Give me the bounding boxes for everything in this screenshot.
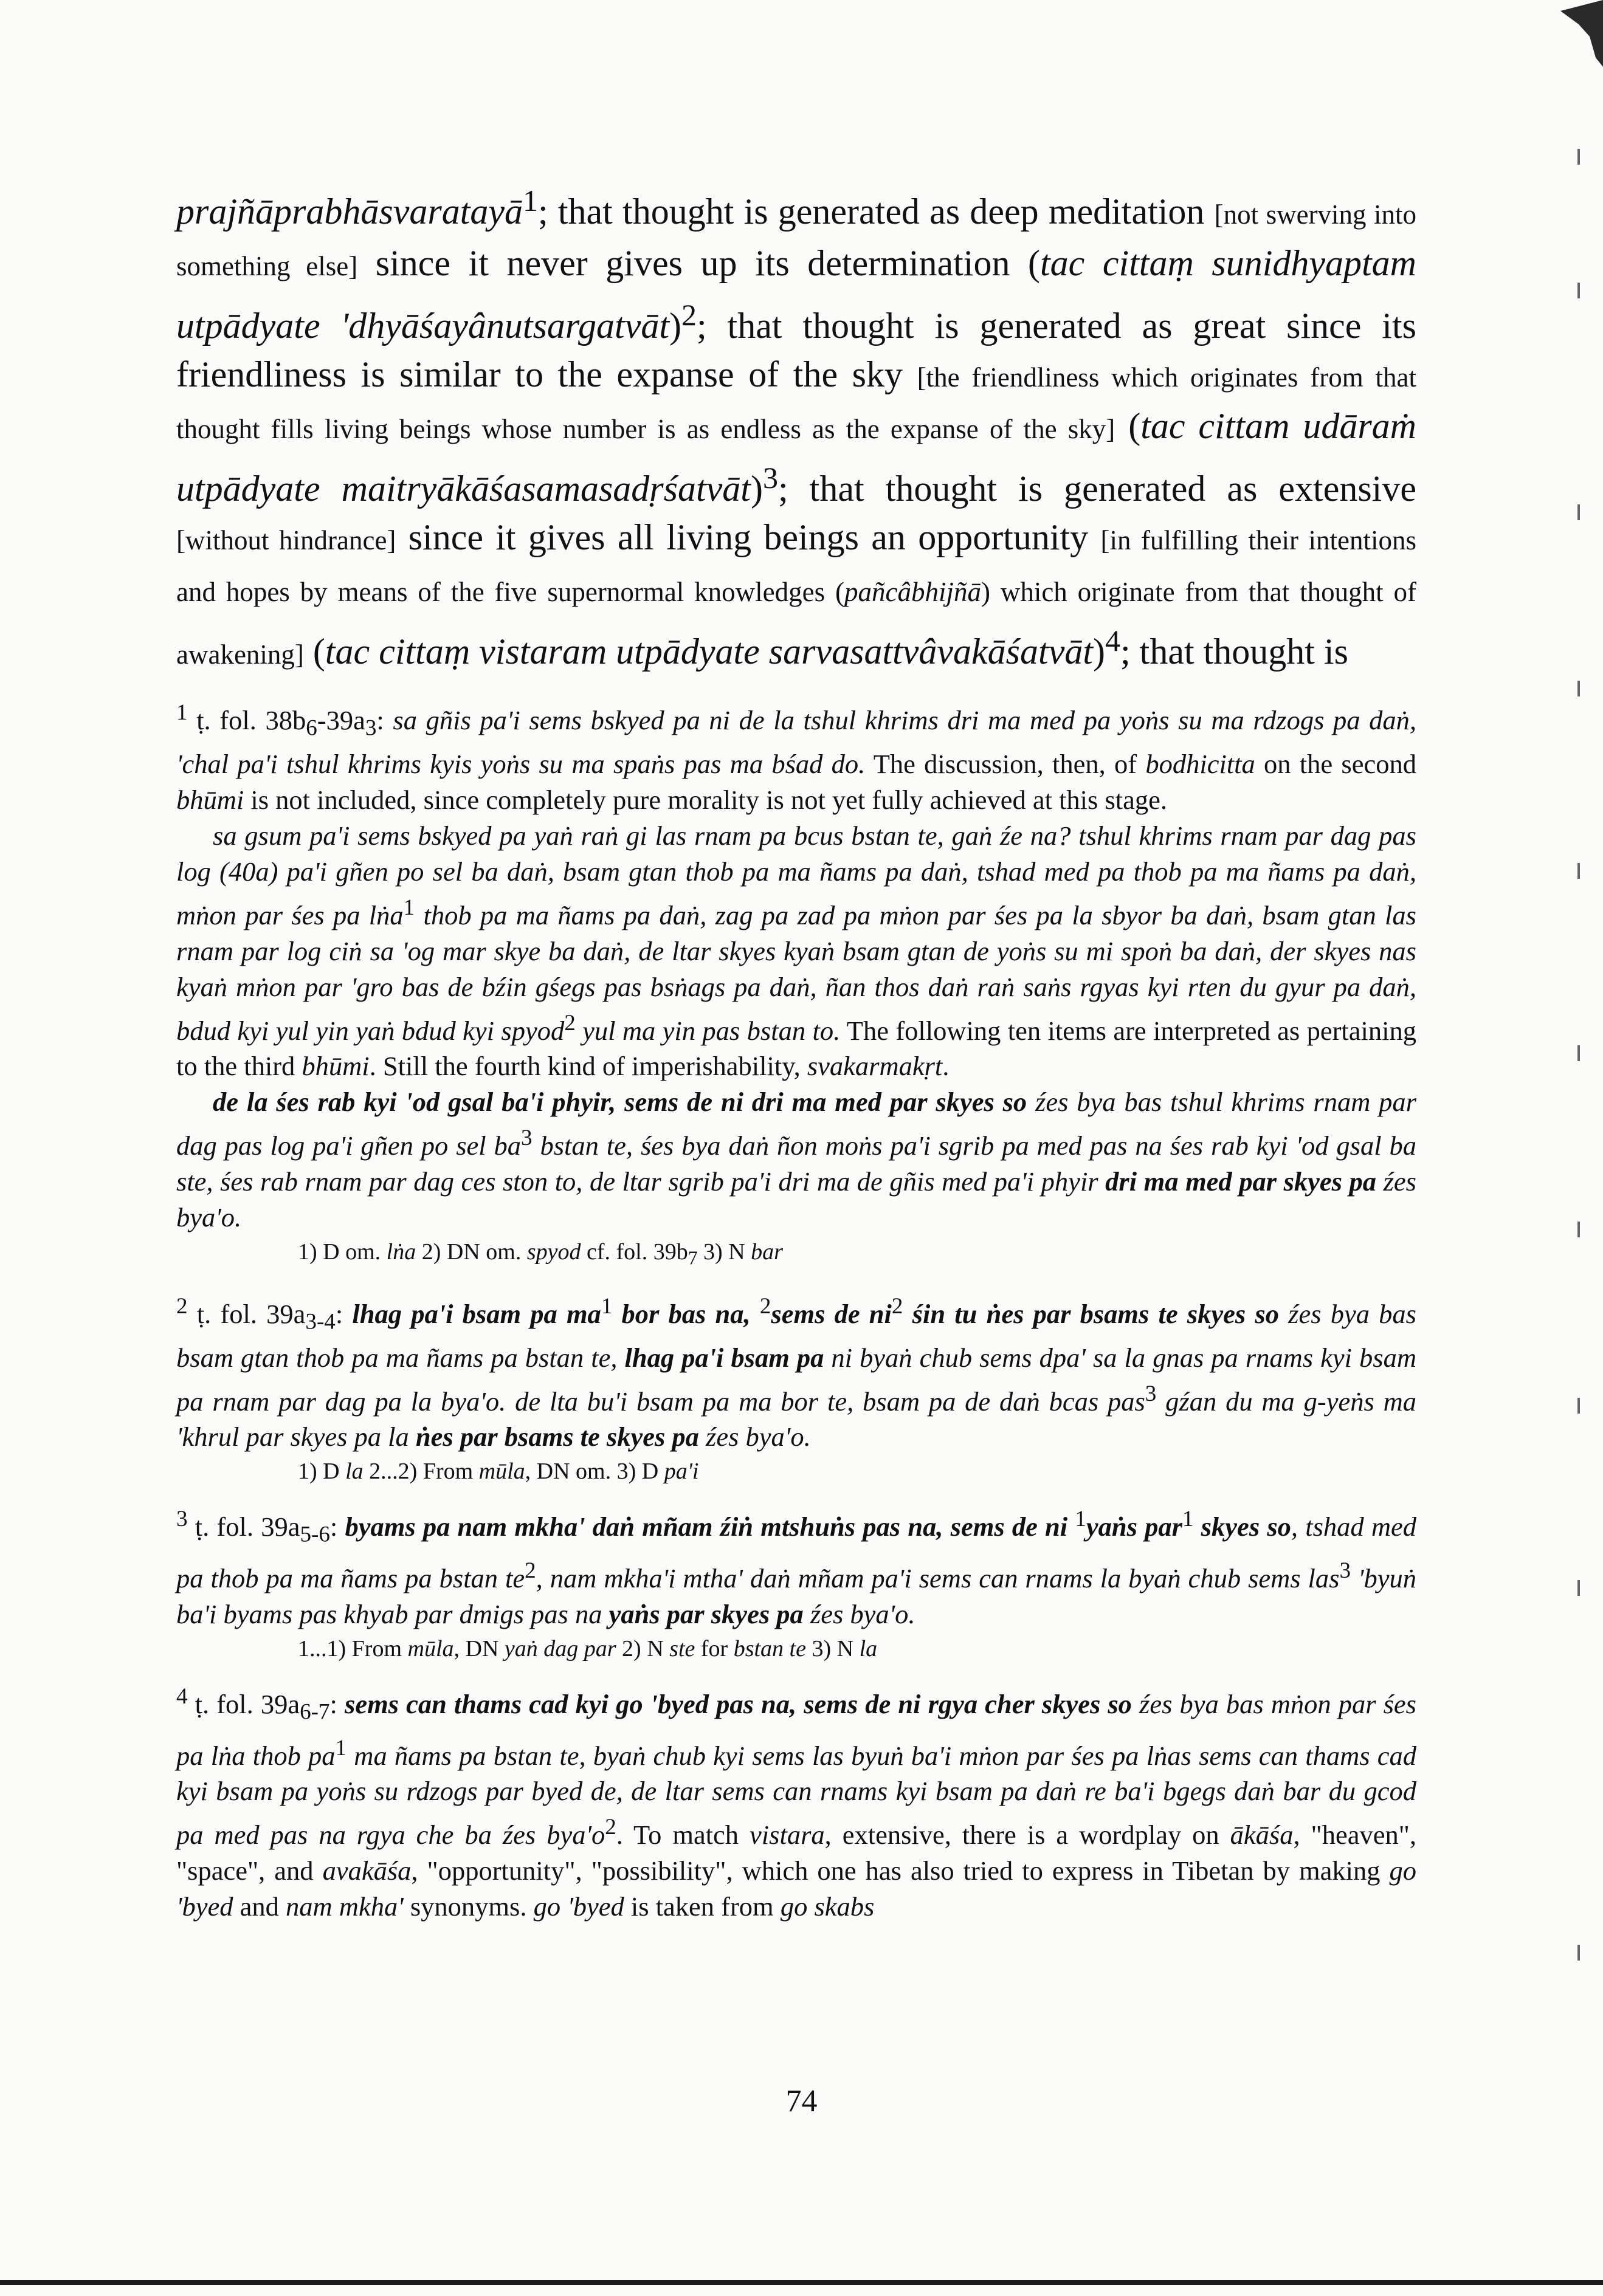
footnote-2-variants: 1) D la 2...2) From mūla, DN om. 3) D pa'i	[298, 1459, 699, 1485]
bottom-scan-edge	[0, 2280, 1603, 2285]
footnote-4	[176, 1679, 1416, 1925]
scan-edge-mark	[1577, 681, 1580, 696]
footnote-1-para-3: de la śes rab kyi 'od gsal ba'i phyir, sems de ni dri ma med par skyes so źes bya bas tshul khrims rnam par dag pas log pa'i gñen po sel $ba^3$ bstan te, śes bya daṅ ñon moṅs pa'i sgrib pa med pas na śes rab kyi 'od gsal ba ste, śes rab rnam par dag ces ston to, de ltar sgrib pa'i dri ma de gñis med pa'i phyir dri ma med par skyes pa źes bya'o.	[176, 1087, 1416, 1233]
footnote-mark: 4	[176, 1683, 188, 1709]
footnote-2	[176, 1288, 1416, 1488]
footnote-3-para: $^3$ ṭ. fol. $39a_{5-6}$: byams pa nam mkha' daṅ mñam źiṅ mtshuṅs pas na, sems de ni $^1$yaṅs par$^1$ skyes so, tshad med pa thob pa ma ñams pa bstan $te^2$, nam mkha'i mtha' daṅ mñam pa'i sems can rnams la byaṅ chub sems las$^3$ 'byuṅ ba'i byams pas khyab par dmigs pas na yaṅs par skyes pa źes bya'o.	[176, 1507, 1416, 1629]
scan-edge-mark	[1577, 1045, 1580, 1061]
page-number: 74	[785, 2084, 818, 2119]
scan-edge-mark	[1577, 1945, 1580, 1961]
footnote-1	[176, 695, 1416, 1275]
footnote-1-para-2: sa gsum pa'i sems bskyed pa yaṅ raṅ gi las rnam pa bcus bstan te, gaṅ źe na? tshul khrims rnam par dag pas log (40a) pa'i gñen po sel ba daṅ, bsam gtan thob pa ma ñams pa daṅ, tshad med pa thob pa ma ñams pa daṅ, mṅon par śes pa lṅa$^1$ thob pa ma ñams pa daṅ, zag pa zad pa mṅon par śes pa la sbyor ba daṅ, bsam gtan las rnam par log ciṅ sa 'og mar skye ba daṅ, de ltar skyes kyaṅ bsam gtan de yoṅs su mi spoṅ ba daṅ, der skyes nas kyaṅ mṅon par 'gro bas de bźin gśegs pas bsṅags pa daṅ, ñan thos daṅ raṅ saṅs rgyas kyi rten du gyur pa daṅ, bdud kyi yul yin yaṅ bdud kyi spyod$^2$ yul ma yin pas bstan to. The following ten items are interpreted as pertaining to the third bhūmi. Still the fourth kind of imperishability, svakarmakṛt.	[176, 820, 1417, 1082]
scan-corner-artifact	[1560, 0, 1603, 67]
footnote-3	[176, 1501, 1416, 1665]
footnote-1-para-1: $^1$ ṭ. fol. $38b_6-39a_3$: sa gñis pa'i sems bskyed pa ni de la tshul khrims dri ma med pa yoṅs su ma rdzogs pa daṅ, 'chal pa'i tshul khrims kyis yoṅs su ma spaṅs pas ma bśad do. The discussion, then, of bodhicitta on the second bhūmi is not included, since completely pure morality is not yet fully achieved at this stage.	[176, 700, 1417, 815]
footnote-mark: 1	[176, 700, 188, 725]
scan-edge-mark	[1577, 149, 1580, 165]
main-paragraph: prajñāprabhāsvaratayā$^1$; that thought is generated as deep meditation [not swerving into something else] since it never gives up its determination (tac cittaṃ sunidhyaptam utpādyate 'dhyāśayânutsargatvāt)$^2$; that thought is generated as great since its friendliness is similar to the expanse of the sky [the friendliness which originates from that thought fills living beings whose number is as endless as the expanse of the sky] (tac cittam udāraṁ utpādyate maitryākāśasamasadṛśatvāt)$^3$; that thought is generated as extensive [without hindrance] since it gives all living beings an opportunity [in fulfilling their intentions and hopes by means of the five supernormal knowledges (pañcâbhijñā) which originate from that thought of awakening] (tac cittaṃ vistaram utpādyate sarvasattvâvakāśatvāt)$^4$; that thought is	[176, 184, 1417, 672]
scan-edge-mark	[1577, 1580, 1580, 1596]
footnote-1-variants: 1) D om. lṅa 2) DN om. spyod cf. fol. $39b_7$ 3) N bar	[298, 1239, 783, 1269]
footnote-mark: 3	[176, 1507, 188, 1532]
scan-edge-mark	[1577, 283, 1580, 298]
scan-edge-mark	[1577, 504, 1580, 520]
scan-edge-mark	[1577, 1398, 1580, 1414]
footnote-2-para: $^2$ ṭ. fol. $39a_{3-4}$: lhag pa'i bsam pa $ma^1$ bor bas na, $^2$sems de $ni^2$ śin tu ṅes par bsams te skyes so źes bya bas bsam gtan thob pa ma ñams pa bstan te, lhag pa'i bsam pa ni byaṅ chub sems dpa' sa la gnas pa rnams kyi bsam pa rnam par dag pa la bya'o. de lta bu'i bsam pa ma bor te, bsam pa de daṅ bcas pas$^3$ gźan du ma g-yeṅs ma 'khrul par skyes pa la ṅes par bsams te skyes pa źes bya'o.	[176, 1293, 1416, 1452]
footnote-3-variants: 1...1) From mūla, DN yaṅ dag par 2) N ste for bstan te 3) N la	[298, 1635, 878, 1662]
footnote-4-para: $^4$ ṭ. fol. $39a_{6-7}$: sems can thams cad kyi go 'byed pas na, sems de ni rgya cher skyes so źes bya bas mṅon par śes pa lṅa thob $pa^1$ ma ñams pa bstan te, byaṅ chub kyi sems las byuṅ ba'i mṅon par śes pa lṅas sems can thams cad kyi bsam pa yoṅs su rdzogs par byed de, de ltar sems can rnams kyi bsam pa daṅ re ba'i bgegs daṅ bar du gcod pa med pas na rgya che ba źes $bya'o^2$. To match vistara, extensive, there is a wordplay on ākāśa, "heaven", "space", and avakāśa, "opportunity", "possibility", which one has also tried to express in Tibetan by making go 'byed and nam mkha' synonyms. go 'byed is taken from go skabs	[176, 1683, 1416, 1922]
page-content	[176, 176, 1416, 1925]
scan-edge-mark	[1577, 863, 1580, 879]
scan-edge-mark	[1577, 1222, 1580, 1237]
footnote-mark: 2	[176, 1293, 188, 1319]
